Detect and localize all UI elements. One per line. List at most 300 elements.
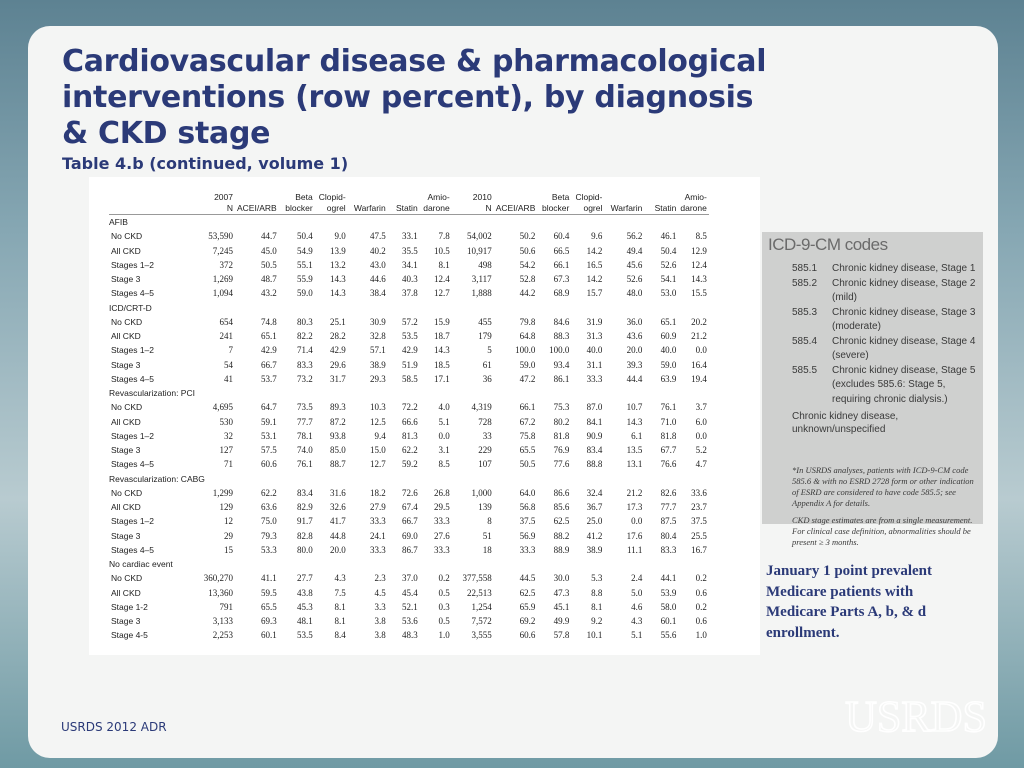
table-cell: 68.9: [553, 288, 570, 299]
icd-code: 585.1: [792, 263, 818, 274]
table-cell: 66.1: [553, 259, 570, 270]
table-cell: 50.4: [296, 231, 313, 242]
table-cell: 44.2: [519, 288, 536, 299]
table-cell: 21.2: [626, 487, 643, 498]
col-header: Statin: [644, 203, 678, 215]
table-cell: 54.9: [296, 245, 313, 256]
table-cell: 12.9: [691, 245, 707, 256]
table-cell: 1,299: [212, 487, 233, 498]
table-cell: 78.1: [296, 430, 313, 441]
table-cell: 8.4: [334, 630, 346, 641]
table-cell: 10.1: [586, 630, 603, 641]
table-cell: 32: [224, 430, 233, 441]
table-cell: 377,558: [462, 573, 492, 584]
table-cell: 54,002: [466, 231, 492, 242]
table-cell: 45.3: [296, 601, 313, 612]
table-cell: 15: [224, 544, 233, 555]
table-cell: 10.3: [369, 402, 386, 413]
section-row: [109, 386, 709, 400]
table-cell: 88.8: [586, 459, 603, 470]
table-cell: 18: [482, 544, 492, 555]
table-cell: 37.5: [519, 516, 536, 527]
section-row: [109, 472, 709, 486]
page-subtitle: Table 4.b (continued, volume 1): [62, 154, 349, 173]
col-header: ACEI/ARB: [495, 203, 536, 213]
table-cell: 37.5: [691, 516, 707, 527]
logo-text: USRDS: [845, 692, 987, 741]
table-cell: 14.3: [329, 288, 346, 299]
table-row: [109, 600, 709, 614]
table-cell: 53.7: [260, 373, 277, 384]
table-cell: 74.0: [296, 445, 313, 455]
table-cell: 62.5: [519, 587, 536, 598]
icd-title: ICD-9-CM codes: [768, 235, 888, 254]
table-cell: 57.8: [553, 630, 570, 641]
table-cell: 85.6: [553, 502, 570, 512]
row-label: No CKD: [111, 316, 143, 327]
table-cell: 57.1: [369, 345, 386, 356]
table-cell: 33.3: [369, 516, 386, 527]
table-cell: 4,319: [471, 402, 492, 413]
table-cell: 5: [487, 345, 492, 356]
table-cell: 2,253: [212, 630, 233, 641]
icd-code: 585.4: [792, 336, 818, 347]
table-cell: 29.5: [433, 502, 450, 512]
col-top-label: [235, 192, 279, 203]
table-cell: 15.5: [691, 288, 707, 299]
table-cell: 25.0: [586, 516, 603, 527]
table-cell: 16.4: [691, 359, 707, 370]
row-label: All CKD: [111, 587, 141, 598]
table-cell: 1,000: [471, 487, 492, 498]
table-cell: 67.2: [519, 416, 536, 427]
table-cell: 47.2: [519, 373, 536, 384]
table-cell: 45.4: [401, 587, 418, 598]
table-cell: 66.7: [401, 516, 418, 527]
table-cell: 53.5: [296, 630, 313, 641]
table-cell: 49.9: [553, 616, 570, 626]
table-cell: 57.5: [260, 445, 277, 455]
table-cell: 43.8: [296, 587, 313, 598]
table-cell: 65.1: [260, 331, 277, 341]
table-cell: 64.8: [519, 331, 536, 341]
table-cell: 58.5: [401, 373, 418, 384]
table-cell: 15.7: [586, 288, 603, 299]
table-cell: 37.0: [401, 573, 418, 584]
footer-source: USRDS 2012 ADR: [61, 720, 167, 734]
table-cell: 0.0: [695, 430, 707, 441]
table-cell: 14.3: [626, 416, 643, 427]
icd-code: 585.3: [792, 307, 818, 318]
table-cell: 31.6: [329, 487, 346, 498]
table-cell: 7,572: [471, 616, 492, 626]
table-cell: 53.1: [260, 430, 277, 441]
table-cell: 33.3: [369, 544, 386, 555]
table-cell: 8.8: [591, 587, 603, 598]
table-cell: 59.0: [519, 359, 536, 370]
icd-item: [768, 306, 980, 334]
table-cell: 0.5: [438, 616, 450, 626]
table-row: [109, 272, 709, 286]
table-cell: 530: [219, 416, 233, 427]
table-cell: 1,254: [471, 601, 492, 612]
icd-code: 585.2: [792, 278, 818, 289]
table-cell: 13.2: [329, 259, 346, 270]
table-cell: 372: [219, 259, 233, 270]
table-cell: 13.5: [626, 445, 643, 455]
table-cell: 82.8: [296, 530, 313, 541]
table-cell: 90.9: [586, 430, 603, 441]
table-row: [109, 343, 709, 357]
row-label: Stages 1–2: [111, 516, 155, 527]
table-cell: 8.5: [438, 459, 450, 470]
table-row: [109, 415, 709, 429]
table-cell: 3,555: [471, 630, 492, 641]
table-cell: 24.1: [369, 530, 386, 541]
table-cell: 48.7: [260, 274, 277, 284]
table-cell: 54: [224, 359, 233, 370]
table-row: [109, 429, 709, 443]
table-cell: 60.6: [519, 630, 536, 641]
table-cell: 60.1: [660, 616, 677, 626]
col-header: darone: [420, 203, 452, 215]
table-cell: 0.6: [695, 616, 707, 626]
table-cell: 31.1: [586, 359, 603, 370]
row-label: All CKD: [111, 416, 141, 427]
table-cell: 52.8: [519, 274, 536, 284]
table-cell: 48.1: [296, 616, 313, 626]
table-row: [109, 500, 709, 514]
table-cell: 0.0: [695, 345, 707, 356]
table-cell: 49.4: [626, 245, 643, 256]
table-cell: 53.0: [660, 288, 677, 299]
table-cell: 76.9: [553, 445, 570, 455]
table-cell: 45.1: [553, 601, 570, 612]
table-row: [109, 244, 709, 258]
table-cell: 65.1: [660, 316, 677, 327]
table-cell: 17.1: [433, 373, 450, 384]
table-cell: 81.8: [660, 430, 677, 441]
row-label: Stage 3: [111, 616, 141, 626]
col-header: blocker: [537, 203, 571, 215]
table-cell: 14.3: [433, 345, 450, 356]
table-cell: 81.8: [553, 430, 570, 441]
table-cell: 0.2: [695, 573, 707, 584]
table-cell: 63.9: [660, 373, 677, 384]
section-label: ICD/CRT-D: [109, 302, 152, 313]
table-cell: 93.8: [329, 430, 346, 441]
page-title: Cardiovascular disease & pharmacological interventions (row percent), by diagnosis & CKD stage: [62, 44, 767, 151]
table-cell: 83.3: [660, 544, 677, 555]
table-cell: 0.5: [438, 587, 450, 598]
table-cell: 4.0: [438, 402, 450, 413]
table-cell: 4.3: [631, 616, 643, 626]
table-cell: 61: [482, 359, 492, 370]
table-cell: 32.8: [369, 331, 386, 341]
icd-desc: Chronic kidney disease, Stage 2 (mild): [832, 278, 976, 304]
section-row: [109, 301, 709, 315]
table-cell: 127: [219, 445, 233, 455]
icd-code: 585.5: [792, 365, 818, 376]
table-row: [109, 315, 709, 329]
table-cell: 139: [478, 502, 492, 512]
table-cell: 129: [219, 502, 233, 512]
table-cell: 2.3: [374, 573, 386, 584]
table-cell: 7.8: [438, 231, 450, 242]
table-cell: 53,590: [208, 231, 233, 242]
table-cell: 47.3: [553, 587, 570, 598]
table-cell: 8: [487, 516, 492, 527]
table-cell: 59.2: [401, 459, 418, 470]
icd-item: [768, 277, 980, 305]
table-cell: 60.9: [660, 331, 677, 341]
table-cell: 455: [478, 316, 492, 327]
table-cell: 71: [224, 459, 233, 470]
table-cell: 77.7: [660, 502, 677, 512]
table-cell: 32.6: [329, 502, 346, 512]
section-label: Revascularization: CABG: [109, 473, 205, 484]
table-cell: 89.3: [329, 402, 346, 413]
row-label: Stages 1–2: [111, 345, 155, 356]
table-cell: 33: [482, 430, 492, 441]
icd-footnote: *In USRDS analyses, patients with ICD-9-CM code 585.6 & with no ESRD 2728 form or other indication of ESRD are considered to have code 585.5; see Appendix A for details.: [792, 465, 974, 508]
usrds-logo: [841, 683, 991, 743]
table-cell: 0.2: [438, 573, 450, 584]
table-cell: 36.0: [626, 316, 643, 327]
table-cell: 53.3: [260, 544, 277, 555]
table-cell: 100.0: [549, 345, 570, 356]
data-table-panel: [89, 177, 760, 655]
icd-desc: Chronic kidney disease, Stage 5 (excludes 585.6: Stage 5, requiring chronic dialysis.): [832, 365, 976, 405]
data-table: [109, 192, 709, 643]
table-cell: 64.7: [260, 402, 277, 413]
col-header: N: [452, 203, 494, 215]
table-cell: 100.0: [515, 345, 536, 356]
table-cell: 71.0: [660, 416, 677, 427]
col-header: ACEI/ARB: [237, 203, 277, 213]
col-top-label: [388, 192, 420, 203]
table-cell: 74.8: [260, 316, 277, 327]
table-cell: 53.9: [660, 587, 677, 598]
table-cell: 0.0: [438, 430, 450, 441]
table-cell: 14.3: [691, 274, 707, 284]
table-cell: 45.0: [260, 245, 277, 256]
table-cell: 91.7: [296, 516, 313, 527]
table-cell: 3,117: [471, 274, 492, 284]
table-cell: 81.3: [401, 430, 418, 441]
table-cell: 62.5: [553, 516, 570, 527]
icd-item: [768, 262, 980, 276]
table-row: [109, 486, 709, 500]
table-cell: 17.6: [626, 530, 643, 541]
table-cell: 80.2: [553, 416, 570, 427]
table-cell: 8.1: [591, 601, 603, 612]
table-cell: 43.6: [626, 331, 643, 341]
table-cell: 87.0: [586, 402, 603, 413]
table-row: [109, 358, 709, 372]
table-cell: 44.5: [519, 573, 536, 584]
table-cell: 360,270: [203, 573, 233, 584]
table-cell: 12.5: [369, 416, 386, 427]
table-cell: 85.0: [329, 445, 346, 455]
table-cell: 15.9: [433, 316, 450, 327]
icd-codes-panel: [762, 232, 983, 547]
table-cell: 54.1: [660, 274, 677, 284]
table-cell: 33.3: [586, 373, 603, 384]
table-cell: 9.2: [591, 616, 603, 626]
table-cell: 48.0: [626, 288, 643, 299]
col-header: Warfarin: [348, 203, 388, 215]
table-cell: 59.1: [260, 416, 277, 427]
table-cell: 71.4: [296, 345, 313, 356]
icd-desc: Chronic kidney disease, Stage 4 (severe): [832, 336, 976, 362]
table-cell: 79.8: [519, 316, 536, 327]
table-cell: 55.6: [660, 630, 677, 641]
table-row: [109, 614, 709, 628]
section-label: Revascularization: PCI: [109, 388, 195, 398]
table-cell: 31.3: [586, 331, 603, 341]
col-header: Warfarin: [604, 203, 644, 215]
table-cell: 54.2: [519, 259, 536, 270]
table-cell: 62.2: [260, 487, 277, 498]
table-cell: 40.3: [401, 274, 418, 284]
table-cell: 4.7: [695, 459, 707, 470]
table-cell: 20.2: [691, 316, 707, 327]
table-cell: 1,094: [212, 288, 233, 299]
table-cell: 6.1: [631, 430, 643, 441]
table-cell: 33.3: [519, 544, 536, 555]
table-cell: 52.1: [401, 601, 418, 612]
table-cell: 10.5: [433, 245, 450, 256]
table-cell: 40.0: [586, 345, 603, 356]
row-label: Stage 3: [111, 445, 141, 455]
table-cell: 23.7: [691, 502, 707, 512]
table-cell: 76.1: [296, 459, 313, 470]
table-cell: 8.1: [334, 616, 346, 626]
table-cell: 50.5: [519, 459, 536, 470]
table-cell: 87.2: [329, 416, 346, 427]
table-cell: 5.1: [631, 630, 643, 641]
table-cell: 13.9: [329, 245, 346, 256]
table-cell: 58.0: [660, 601, 677, 612]
table-cell: 65.5: [260, 601, 277, 612]
table-cell: 31.7: [329, 373, 346, 384]
table-cell: 86.1: [553, 373, 570, 384]
table-cell: 83.4: [296, 487, 313, 498]
table-cell: 3,133: [212, 616, 233, 626]
table-cell: 66.6: [401, 416, 418, 427]
table-cell: 55.9: [296, 274, 313, 284]
section-row: [109, 557, 709, 571]
table-cell: 17.3: [626, 502, 643, 512]
table-cell: 44.7: [260, 231, 277, 242]
table-cell: 51.9: [401, 359, 418, 370]
col-top-label: Amio-: [684, 192, 707, 202]
row-label: No CKD: [111, 402, 143, 413]
col-header: Statin: [388, 203, 420, 215]
col-header: N: [197, 203, 235, 215]
section-label: No cardiac event: [109, 559, 173, 569]
row-label: All CKD: [111, 245, 141, 256]
table-cell: 66.7: [260, 359, 277, 370]
table-cell: 56.2: [626, 231, 643, 242]
table-cell: 19.4: [691, 373, 707, 384]
table-cell: 75.0: [260, 516, 277, 527]
table-cell: 38.9: [586, 544, 603, 555]
table-cell: 42.9: [401, 345, 418, 356]
col-header: blocker: [279, 203, 315, 215]
table-cell: 0.0: [631, 516, 643, 527]
table-cell: 60.1: [260, 630, 277, 641]
table-cell: 43.2: [260, 288, 277, 299]
table-row: [109, 586, 709, 600]
col-header: ogrel: [571, 203, 604, 215]
table-cell: 11.1: [626, 544, 643, 555]
table-cell: 9.4: [374, 430, 386, 441]
table-cell: 41.2: [586, 530, 603, 541]
table-cell: 12.7: [369, 459, 386, 470]
table-cell: 10.7: [626, 402, 643, 413]
table-cell: 69.0: [401, 530, 418, 541]
table-row: [109, 372, 709, 386]
row-label: Stages 4–5: [111, 459, 155, 470]
row-label: All CKD: [111, 331, 141, 341]
table-cell: 73.2: [296, 373, 313, 384]
year-2007-label: 2007: [214, 192, 233, 202]
table-cell: 50.2: [519, 231, 536, 242]
table-cell: 9.0: [334, 231, 346, 242]
table-cell: 0.3: [438, 601, 450, 612]
icd-unspecified: Chronic kidney disease, unknown/unspecified: [792, 411, 899, 435]
row-label: No CKD: [111, 231, 143, 242]
header-row-top: [109, 192, 709, 203]
table-cell: 35.5: [401, 245, 418, 256]
icd-item: [768, 335, 980, 363]
table-cell: 14.3: [329, 274, 346, 284]
row-label: Stage 3: [111, 530, 141, 541]
table-cell: 72.2: [401, 402, 418, 413]
table-cell: 87.5: [660, 516, 677, 527]
table-cell: 229: [478, 445, 492, 455]
table-cell: 7.5: [334, 587, 346, 598]
ckd-stage-note: CKD stage estimates are from a single measurement. For clinical case definition, abnormalities should be present ≥ 3 months.: [792, 515, 973, 547]
table-cell: 51: [482, 530, 492, 541]
table-cell: 3.8: [374, 616, 386, 626]
row-label: Stage 3: [111, 274, 141, 284]
table-cell: 80.0: [296, 544, 313, 555]
row-label: Stage 4-5: [111, 630, 148, 641]
table-cell: 64.0: [519, 487, 536, 498]
table-cell: 93.4: [553, 359, 570, 370]
row-label: Stages 1–2: [111, 259, 155, 270]
row-label: Stages 1–2: [111, 430, 155, 441]
table-cell: 32.4: [586, 487, 603, 498]
table-cell: 83.3: [296, 359, 313, 370]
table-cell: 41.7: [329, 516, 346, 527]
table-cell: 7,245: [212, 245, 233, 256]
table-cell: 50.5: [260, 259, 277, 270]
table-cell: 72.6: [401, 487, 418, 498]
table-cell: 75.8: [519, 430, 536, 441]
table-cell: 5.2: [695, 445, 707, 455]
table-cell: 75.3: [553, 402, 570, 413]
row-label: No CKD: [111, 573, 143, 584]
table-cell: 1,888: [471, 288, 492, 299]
table-cell: 5.1: [438, 416, 450, 427]
table-cell: 46.1: [660, 231, 677, 242]
table-cell: 15.0: [369, 445, 386, 455]
table-cell: 8.5: [695, 231, 707, 242]
